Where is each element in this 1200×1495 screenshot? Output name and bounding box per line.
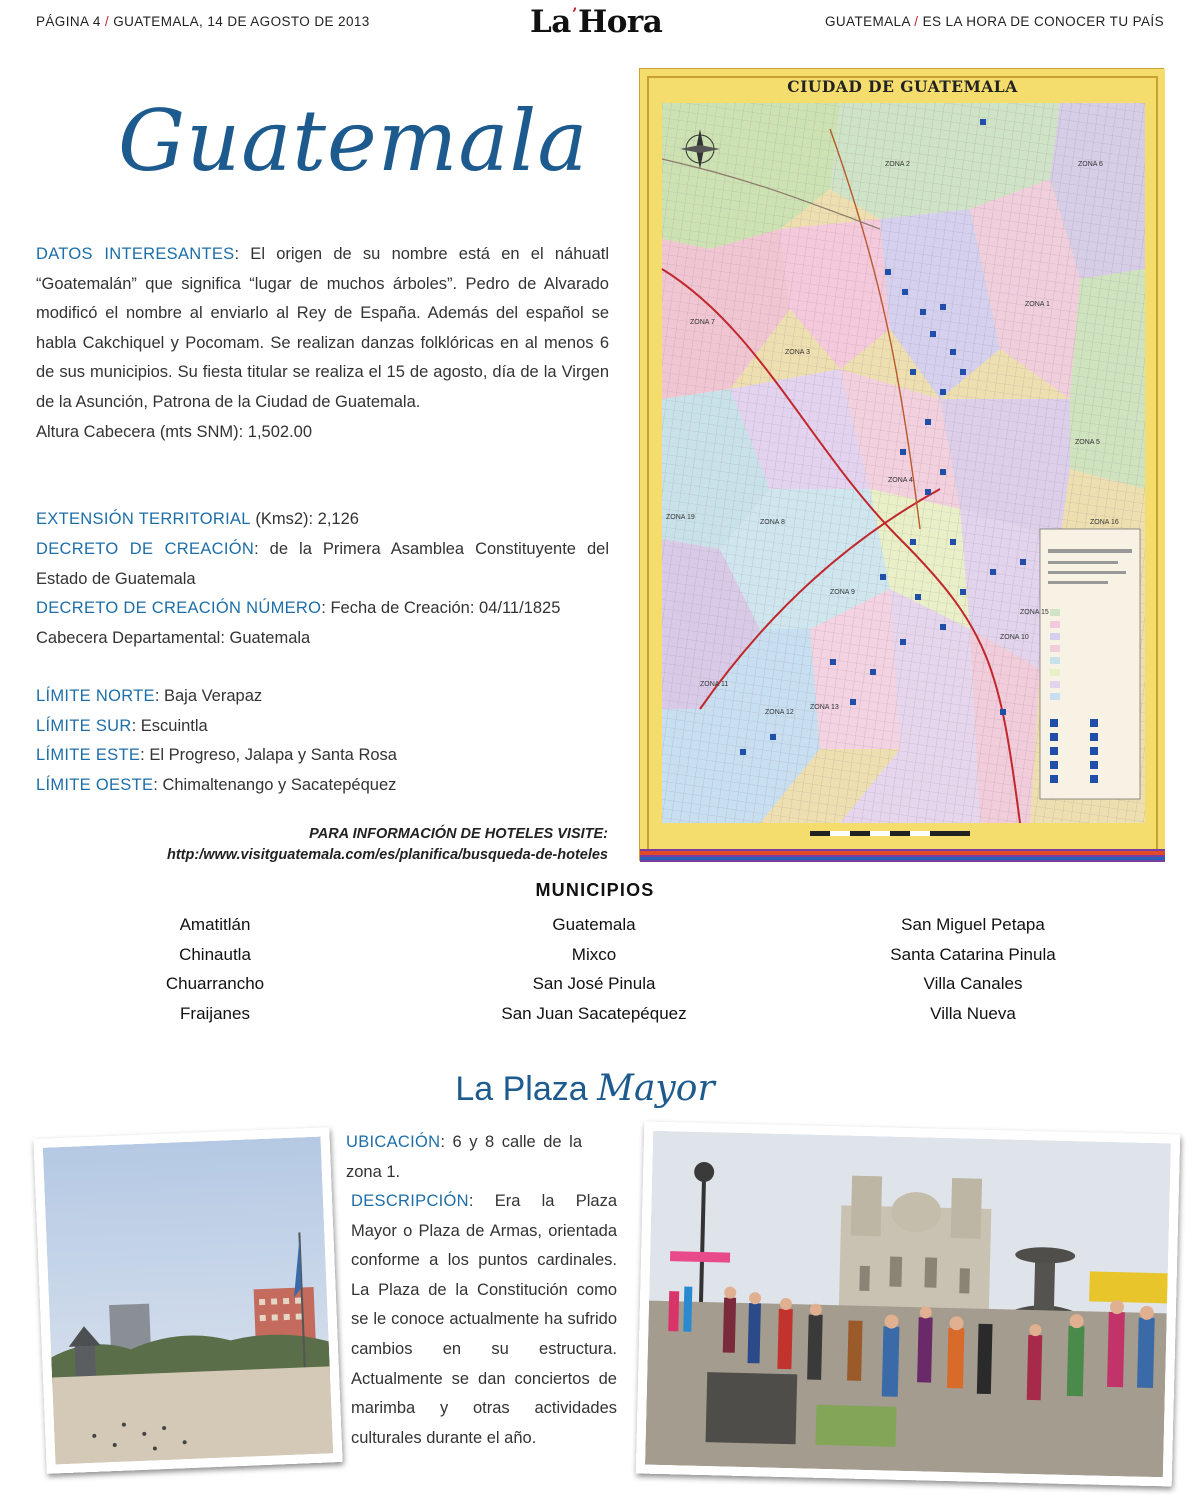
header-left: PÁGINA 4 / GUATEMALA, 14 DE AGOSTO DE 2013 [36, 14, 370, 29]
map-zone-label: ZONA 4 [888, 477, 913, 484]
map-zone-label: ZONA 12 [765, 709, 794, 716]
datos-paragraph [36, 240, 609, 417]
map-zone-label: ZONA 6 [1078, 161, 1103, 168]
limite-norte [36, 682, 609, 712]
plaza-title [0, 1068, 1170, 1109]
decreto-num-label: DECRETO DE CREACIÓN NÚMERO [36, 599, 322, 617]
map-zone-label: ZONA 2 [885, 161, 910, 168]
municipio-item: Mixco [571, 944, 617, 964]
municipio-item: Chinautla [179, 944, 251, 964]
map-zone-label: ZONA 13 [810, 704, 839, 711]
header-right: GUATEMALA / ES LA HORA DE CONOCER TU PAÍS [825, 14, 1164, 29]
descripcion-paragraph [351, 1187, 617, 1453]
municipio-item: Villa Canales [923, 974, 1023, 994]
map-zone-label: ZONA 3 [785, 349, 810, 356]
datos-text: : El origen de su nombre está en el náhuatl “Goatemalán” que significa “lugar de muchos árboles”. Pedro de Alvarado modificó el nombre al enviarlo al Rey de España. Además del español se habla Cakchiquel y Pocomam. Se realizan danzas folklóricas en al menos 6 de sus municipios. Su fiesta titular se realiza el 15 de agosto, día de la Virgen de la Asunción, Patrona de la Ciudad de Guatemala. [36, 245, 609, 411]
map-zone-label: ZONA 10 [1000, 634, 1029, 641]
map-zone-label: ZONA 15 [1020, 609, 1049, 616]
limite-sur [36, 712, 609, 742]
municipio-item: San Miguel Petapa [901, 915, 1045, 934]
map-zone-label: ZONA 1 [1025, 301, 1050, 308]
map-zone-label: ZONA 11 [700, 681, 729, 688]
ubicacion-paragraph [346, 1128, 582, 1187]
city-map [639, 68, 1164, 861]
plaza-title-main: La Plaza [455, 1070, 598, 1108]
cabecera-text: Cabecera Departamental: Guatemala [36, 629, 311, 647]
header-section: GUATEMALA [825, 14, 911, 29]
decreto-num-value: : Fecha de Creación: 04/11/1825 [321, 599, 561, 617]
hoteles-heading: PARA INFORMACIÓN DE HOTELES VISITE: [309, 826, 608, 842]
page-number: PÁGINA 4 [36, 14, 101, 29]
limite-label: LÍMITE SUR [36, 716, 132, 735]
datos-label: DATOS INTERESANTES [36, 245, 235, 263]
municipio-item: Santa Catarina Pinula [890, 944, 1056, 964]
map-zone-label: ZONA 9 [830, 589, 855, 596]
limite-oeste [36, 771, 609, 801]
page-title: Guatemala [118, 92, 589, 190]
municipio-item: Chuarrancho [165, 974, 265, 994]
limite-este [36, 741, 609, 771]
municipios-title: MUNICIPIOS [535, 880, 655, 900]
decreto-value: : de la Primera Asamblea Constituyente del Estado de Guatemala [36, 540, 609, 588]
map-zone-label: ZONA 19 [666, 514, 695, 521]
map-zone-label: ZONA 7 [690, 319, 715, 326]
ubicacion-label: UBICACIÓN [346, 1133, 441, 1151]
extension-value: (Kms2): 2,126 [250, 510, 359, 528]
municipio-item: San José Pinula [532, 974, 656, 994]
decreto-label: DECRETO DE CREACIÓN [36, 540, 255, 558]
ubicacion-value: : 6 y 8 calle de la zona 1. [346, 1133, 582, 1181]
plaza-photo-left-image [43, 1137, 333, 1465]
plaza-photo-right-image [645, 1131, 1171, 1478]
plaza-title-script: Mayor [597, 1068, 715, 1109]
extension-label: EXTENSIÓN TERRITORIAL [36, 510, 251, 528]
newspaper-logo: La’Hora [530, 4, 663, 40]
map-zone-label: ZONA 8 [760, 519, 785, 526]
page-date: GUATEMALA, 14 DE AGOSTO DE 2013 [113, 14, 370, 29]
altura-text: Altura Cabecera (mts SNM): 1,502.00 [36, 423, 313, 441]
municipios-col1 [115, 910, 315, 1028]
map-zone-label: ZONA 5 [1075, 439, 1100, 446]
plaza-photo-right [636, 1122, 1180, 1487]
limite-label: LÍMITE NORTE [36, 687, 155, 705]
city-map-graphic [640, 69, 1165, 862]
map-title: CIUDAD DE GUATEMALA [787, 77, 1018, 96]
municipio-item: Amatitlán [179, 915, 251, 934]
limite-value: : Baja Verapaz [154, 687, 263, 705]
map-zone-label: ZONA 16 [1090, 519, 1119, 526]
limite-value: : Escuintla [131, 716, 208, 735]
limite-value: : El Progreso, Jalapa y Santa Rosa [140, 746, 397, 764]
limite-value: : Chimaltenango y Sacatepéquez [153, 775, 397, 794]
decreto-num-line [36, 594, 609, 624]
limite-label: LÍMITE ESTE [36, 746, 141, 764]
municipio-item: Fraijanes [180, 1003, 250, 1023]
descripcion-value: : Era la Plaza Mayor o Plaza de Armas, orientada conforme a los puntos cardinales. La Plaza de la Constitución como se le conoce actualmente ha sufrido cambios en su estructura. Actualmente se dan conciertos de marimba y otras actividades culturales durante el año. [351, 1192, 617, 1447]
plaza-photo-left [33, 1127, 342, 1474]
descripcion-label: DESCRIPCIÓN [351, 1192, 469, 1210]
hoteles-info [167, 824, 608, 866]
extension-line [36, 505, 609, 535]
limites-list [36, 682, 609, 800]
municipios-col3 [853, 910, 1093, 1028]
municipio-item: Guatemala [552, 915, 636, 934]
hoteles-link[interactable]: http:/www.visitguatemala.com/es/planifica/busqueda-de-hoteles [167, 847, 608, 863]
decreto-paragraph [36, 535, 609, 594]
header-tagline: ES LA HORA DE CONOCER TU PAÍS [922, 14, 1164, 29]
municipio-item: San Juan Sacatepéquez [501, 1003, 687, 1023]
municipios-col2 [474, 910, 714, 1028]
limite-label: LÍMITE OESTE [36, 775, 154, 794]
municipio-item: Villa Nueva [930, 1003, 1016, 1023]
